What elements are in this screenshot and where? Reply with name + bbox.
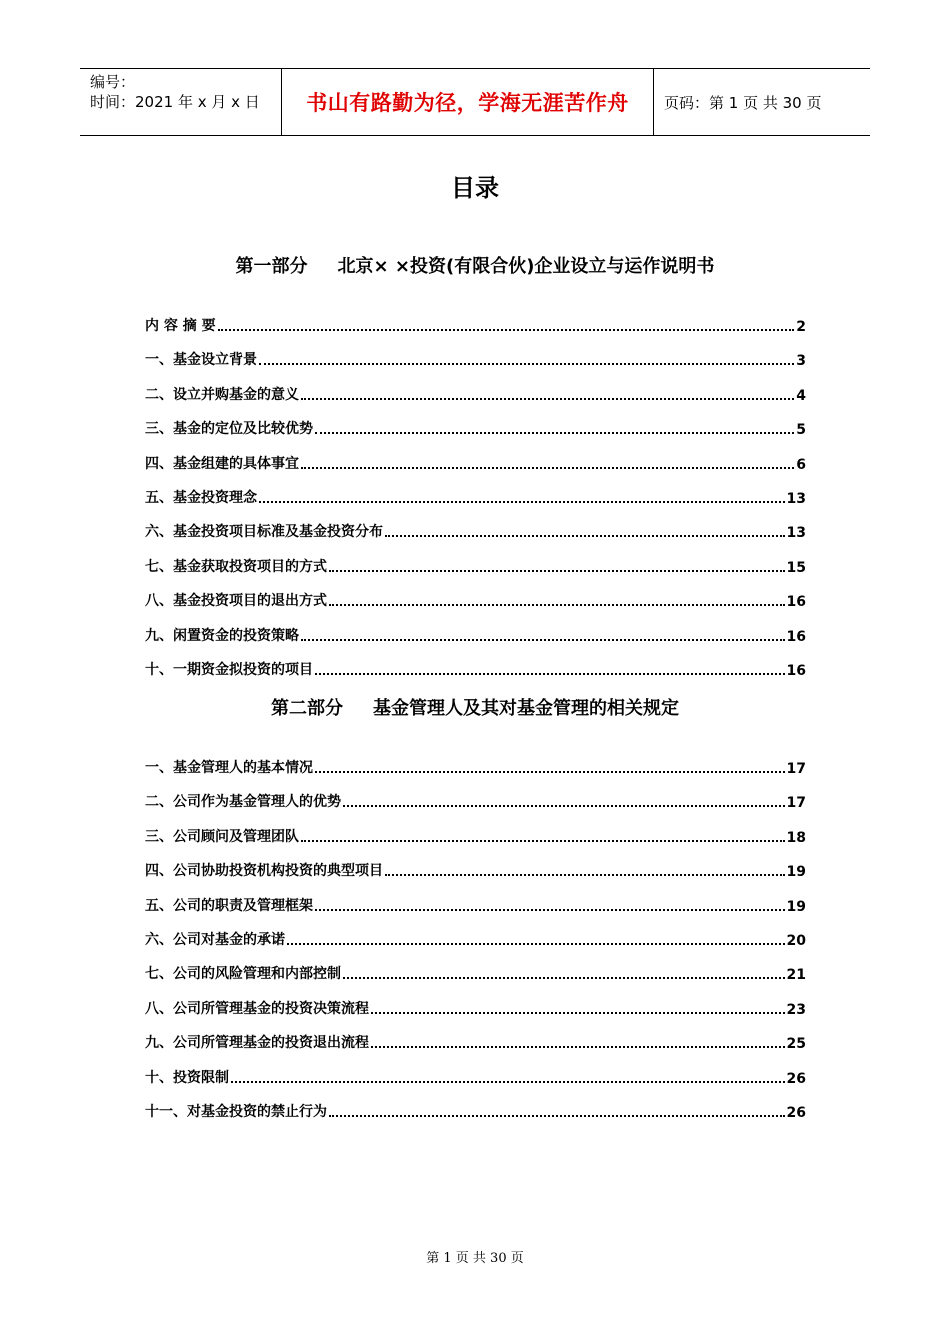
- toc-entry-page: 4: [796, 387, 806, 404]
- toc-entry-page: 23: [786, 1001, 806, 1018]
- dot-leader: [315, 771, 785, 773]
- dot-leader: [301, 398, 794, 400]
- dot-leader: [301, 467, 794, 469]
- toc-entry-page: 16: [786, 663, 806, 679]
- toc-entry-label: 二、设立并购基金的意义: [145, 386, 299, 403]
- toc-entry-page: 3: [796, 353, 806, 370]
- motto: 书山有路勤为径，学海无涯苦作舟: [282, 69, 654, 135]
- toc-entry[interactable]: [145, 349, 806, 369]
- toc-entry[interactable]: [145, 963, 806, 983]
- toc-entry-page: 18: [786, 829, 806, 846]
- toc-entry[interactable]: [145, 487, 806, 507]
- toc-entry-label: 五、公司的职责及管理框架: [145, 897, 313, 914]
- dot-leader: [329, 1115, 785, 1117]
- toc-entry[interactable]: [145, 418, 806, 438]
- part2-number: 第二部分: [271, 698, 343, 719]
- part2-heading: [0, 694, 950, 720]
- toc-entry-label: 十、一期资金拟投资的项目: [145, 662, 313, 678]
- toc-entry-page: 20: [786, 933, 806, 949]
- toc-entry-label: 内 容 摘 要: [145, 318, 216, 334]
- dot-leader: [218, 329, 795, 331]
- toc-entry-label: 七、公司的风险管理和内部控制: [145, 966, 341, 983]
- time-label: 时间：2021 年 x 月 x 日: [90, 93, 260, 111]
- part1-heading: [0, 252, 950, 278]
- dot-leader: [385, 874, 785, 876]
- dot-leader: [371, 1046, 785, 1048]
- toc-entry-label: 五、基金投资理念: [145, 490, 257, 506]
- toc-entry-page: 13: [786, 491, 806, 507]
- toc-entry-label: 三、基金的定位及比较优势: [145, 421, 313, 438]
- toc-entry[interactable]: [145, 659, 806, 679]
- toc-entry-page: 2: [796, 319, 806, 335]
- dot-leader: [385, 535, 785, 537]
- toc-entry-page: 26: [786, 1070, 806, 1087]
- toc-entry-page: 25: [786, 1036, 806, 1053]
- toc-entry[interactable]: [145, 556, 806, 576]
- toc-entry[interactable]: [145, 826, 806, 846]
- dot-leader: [259, 501, 785, 503]
- part2-title: 基金管理人及其对基金管理的相关规定: [373, 698, 679, 719]
- dot-leader: [343, 977, 785, 979]
- dot-leader: [329, 604, 785, 606]
- document-header: [80, 68, 870, 136]
- toc-entry-page: 16: [786, 628, 806, 645]
- toc-entry-page: 5: [796, 422, 806, 439]
- toc-entry-label: 九、闲置资金的投资策略: [145, 627, 299, 644]
- toc-entry[interactable]: [145, 860, 806, 880]
- toc-entry-label: 七、基金获取投资项目的方式: [145, 558, 327, 575]
- toc-entry-label: 六、基金投资项目标准及基金投资分布: [145, 524, 383, 541]
- dot-leader: [329, 570, 785, 572]
- toc-entry[interactable]: [145, 521, 806, 541]
- toc-entry[interactable]: [145, 757, 806, 777]
- toc-entry-page: 21: [786, 967, 806, 984]
- toc-entry[interactable]: [145, 590, 806, 610]
- toc-entry[interactable]: [145, 315, 806, 335]
- toc-title: 目录: [451, 174, 499, 202]
- part1-title: 北京× ×投资(有限合伙)企业设立与运作说明书: [337, 256, 715, 277]
- toc-entry[interactable]: [145, 1101, 806, 1121]
- toc-entry[interactable]: [145, 791, 806, 811]
- dot-leader: [315, 673, 785, 675]
- toc-entry-label: 十、投资限制: [145, 1069, 229, 1086]
- header-meta: [80, 69, 282, 135]
- toc-entry-page: 6: [796, 456, 806, 473]
- toc-entry-page: 26: [786, 1105, 806, 1121]
- toc-entry[interactable]: [145, 625, 806, 645]
- page-footer: 第 1 页 共 30 页: [426, 1251, 524, 1266]
- toc-entry-page: 16: [786, 594, 806, 611]
- toc-entry-label: 四、公司协助投资机构投资的典型项目: [145, 863, 383, 880]
- toc-entry-label: 十一、对基金投资的禁止行为: [145, 1104, 327, 1120]
- toc-entry[interactable]: [145, 1067, 806, 1087]
- dot-leader: [315, 432, 794, 434]
- part1-number: 第一部分: [235, 256, 308, 277]
- toc-entry-label: 二、公司作为基金管理人的优势: [145, 794, 341, 811]
- toc-entry-label: 三、公司顾问及管理团队: [145, 828, 299, 845]
- dot-leader: [371, 1012, 785, 1014]
- toc-entry-page: 15: [786, 559, 806, 576]
- toc-entry[interactable]: [145, 929, 806, 949]
- dot-leader: [315, 909, 785, 911]
- toc-entry-label: 一、基金管理人的基本情况: [145, 760, 313, 776]
- number-label: 编号：: [90, 73, 136, 91]
- toc-entry[interactable]: [145, 1032, 806, 1052]
- dot-leader: [287, 943, 785, 945]
- toc-entry-label: 八、公司所管理基金的投资决策流程: [145, 1000, 369, 1017]
- dot-leader: [343, 805, 785, 807]
- dot-leader: [301, 639, 785, 641]
- toc-entry[interactable]: [145, 895, 806, 915]
- header-page-info: 页码：第 1 页 共 30 页: [664, 93, 822, 112]
- toc-entry-page: 17: [786, 795, 806, 812]
- dot-leader: [231, 1081, 785, 1083]
- toc-entry-label: 八、基金投资项目的退出方式: [145, 593, 327, 610]
- toc-entry-label: 四、基金组建的具体事宜: [145, 455, 299, 472]
- toc-entry-label: 六、公司对基金的承诺: [145, 932, 285, 948]
- dot-leader: [301, 840, 785, 842]
- toc-entry[interactable]: [145, 998, 806, 1018]
- toc-entry-label: 一、基金设立背景: [145, 352, 257, 369]
- toc-entry-page: 17: [786, 761, 806, 777]
- dot-leader: [259, 363, 794, 365]
- toc-entry-label: 九、公司所管理基金的投资退出流程: [145, 1035, 369, 1052]
- toc-entry-page: 13: [786, 525, 806, 542]
- toc-entry-page: 19: [786, 864, 806, 881]
- toc-entry[interactable]: [145, 453, 806, 473]
- toc-entry-page: 19: [786, 898, 806, 915]
- toc-entry[interactable]: [145, 384, 806, 404]
